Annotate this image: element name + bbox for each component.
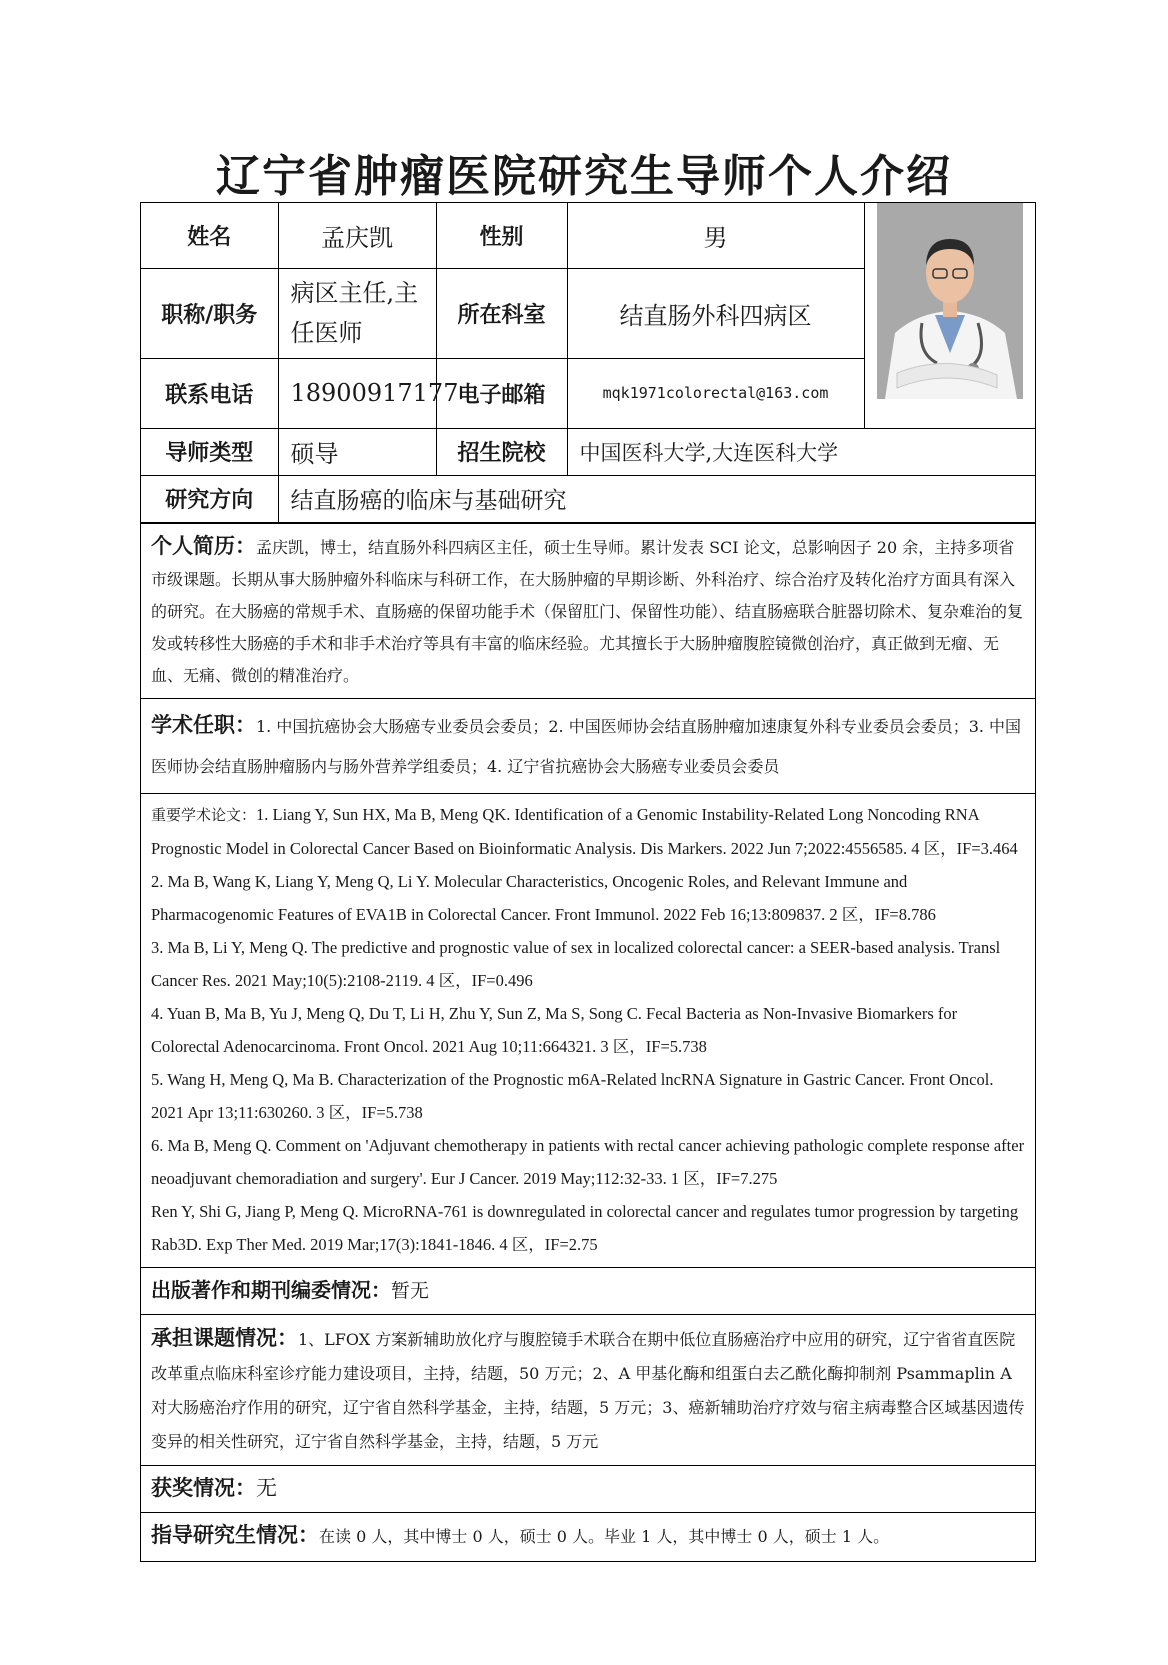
basic-info-table bbox=[141, 203, 1035, 523]
academic-section bbox=[141, 698, 1035, 793]
email-label: 电子邮箱 bbox=[436, 358, 567, 428]
papers-section bbox=[141, 793, 1035, 1267]
papers-intro: 重要学术论文： bbox=[151, 805, 257, 824]
resume-title: 个人简历： bbox=[151, 533, 256, 558]
resume-text: 孟庆凯，博士，结直肠外科四病区主任，硕士生导师。累计发表 SCI 论文，总影响因子 20 余，主持多项省市级课题。长期从事大肠肿瘤外科临床与科研工作，在大肠肿瘤的早期诊断、外科治疗、综合治疗及转化治疗方面具有深入的研究。在大肠癌的常规手术、直肠癌的保留功能手术（保留肛门、保留性功能）、结直肠癌联合脏器切除术、复杂难治的复发或转移性大肠癌的手术和非手术治疗等具有丰富的临床经验。尤其擅长于大肠肿瘤腹腔镜微创治疗，真正做到无瘤、无血、无痛、微创的精准治疗。 bbox=[151, 537, 1024, 685]
school-value: 中国医科大学,大连医科大学 bbox=[567, 428, 1035, 475]
type-label: 导师类型 bbox=[141, 428, 278, 475]
phone-label: 联系电话 bbox=[141, 358, 278, 428]
publications-title: 出版著作和期刊编委情况： bbox=[151, 1277, 391, 1302]
page-title: 辽宁省肿瘤医院研究生导师个人介绍 bbox=[216, 151, 952, 202]
paper-text: 1. Liang Y, Sun HX, Ma B, Meng QK. Identification of a Genomic Instability-Related Long Noncoding RNA Prognostic Model in Colorectal Cancer Based on Bioinformatic Analysis. Dis Markers. 2022 Jun 7;2022:4556585. 4 区，IF=3.464 bbox=[151, 804, 1018, 858]
academic-title: 学术任职： bbox=[151, 712, 256, 737]
paper-item: 5. Wang H, Meng Q, Ma B. Characterization of the Prognostic m6A-Related lncRNA Signature in Gastric Cancer. Front Oncol. 2021 Apr 13;11:630260. 3 区，IF=5.738 bbox=[151, 1069, 994, 1122]
research-value: 结直肠癌的临床与基础研究 bbox=[278, 475, 1035, 522]
research-label: 研究方向 bbox=[141, 475, 278, 522]
position-value: 病区主任,主任医师 bbox=[278, 268, 436, 358]
paper-item: 2. Ma B, Wang K, Liang Y, Meng Q, Li Y. Molecular Characteristics, Oncogenic Roles, and Relevant Immune and Pharmacogenomic Features of EVA1B in Colorectal Cancer. Front Immunol. 2022 Feb 16;13:809837. 2 区，IF=8.786 bbox=[151, 871, 936, 924]
academic-text: 1. 中国抗癌协会大肠癌专业委员会委员；2. 中国医师协会结直肠肿瘤加速康复外科专业委员会委员；3. 中国医师协会结直肠肿瘤肠内与肠外营养学组委员；4. 辽宁省抗癌协会大肠癌专业委员会委员 bbox=[151, 716, 1022, 776]
name-label: 姓名 bbox=[141, 203, 278, 268]
awards-text: 无 bbox=[256, 1475, 277, 1500]
gender-value: 男 bbox=[567, 203, 864, 268]
profile-form bbox=[140, 202, 1036, 1562]
paper-item bbox=[151, 798, 1025, 865]
portrait-photo bbox=[877, 203, 1023, 399]
awards-title: 获奖情况： bbox=[151, 1475, 256, 1500]
dept-label: 所在科室 bbox=[436, 268, 567, 358]
school-label: 招生院校 bbox=[436, 428, 567, 475]
paper-item: 3. Ma B, Li Y, Meng Q. The predictive and prognostic value of sex in localized colorectal cancer: a SEER-based analysis. Transl Cancer Res. 2021 May;10(5):2108-2119. 4 区，IF=0.496 bbox=[151, 937, 1001, 990]
paper-item: 6. Ma B, Meng Q. Comment on 'Adjuvant chemotherapy in patients with rectal cancer achieving pathologic complete response after neoadjuvant chemoradiation and surgery'. Eur J Cancer. 2019 May;112:32-33. 1 区，IF=7.275 bbox=[151, 1135, 1025, 1188]
photo-cell bbox=[864, 203, 1035, 428]
publications-section bbox=[141, 1267, 1035, 1314]
phone-value: 18900917177 bbox=[278, 358, 436, 428]
resume-section bbox=[141, 523, 1035, 698]
dept-value: 结直肠外科四病区 bbox=[567, 268, 864, 358]
projects-text: 1、LFOX 方案新辅助放化疗与腹腔镜手术联合在期中低位直肠癌治疗中应用的研究，辽宁省省直医院改革重点临床科室诊疗能力建设项目，主持，结题，50 万元；2、A 甲基化酶和组蛋白去乙酰化酶抑制剂 Psammaplin A 对大肠癌治疗作用的研究，辽宁省自然科学基金，主持，结题，5 万元；3、癌新辅助治疗疗效与宿主病毒整合区域基因遗传变异的相关性研究，辽宁省自然科学基金，主持，结题，5 万元 bbox=[151, 1329, 1025, 1451]
projects-section bbox=[141, 1314, 1035, 1465]
email-value: mqk1971colorectal@163.com bbox=[567, 358, 864, 428]
projects-title: 承担课题情况： bbox=[151, 1325, 298, 1350]
name-value: 孟庆凯 bbox=[278, 203, 436, 268]
position-label: 职称/职务 bbox=[141, 268, 278, 358]
publications-text: 暂无 bbox=[391, 1279, 430, 1302]
gender-label: 性别 bbox=[436, 203, 567, 268]
students-section bbox=[141, 1512, 1035, 1561]
students-title: 指导研究生情况： bbox=[151, 1522, 319, 1547]
type-value: 硕导 bbox=[278, 428, 436, 475]
paper-item: 4. Yuan B, Ma B, Yu J, Meng Q, Du T, Li H, Zhu Y, Sun Z, Ma S, Song C. Fecal Bacteria as Non-Invasive Biomarkers for Colorectal Adenocarcinoma. Front Oncol. 2021 Aug 10;11:664321. 3 区，IF=5.738 bbox=[151, 1003, 958, 1056]
awards-section bbox=[141, 1465, 1035, 1512]
paper-item: Ren Y, Shi G, Jiang P, Meng Q. MicroRNA-761 is downregulated in colorectal cancer and regulates tumor progression by targeting Rab3D. Exp Ther Med. 2019 Mar;17(3):1841-1846. 4 区，IF=2.75 bbox=[151, 1201, 1019, 1254]
students-text: 在读 0 人，其中博士 0 人，硕士 0 人。毕业 1 人，其中博士 0 人，硕士 1 人。 bbox=[319, 1526, 890, 1546]
